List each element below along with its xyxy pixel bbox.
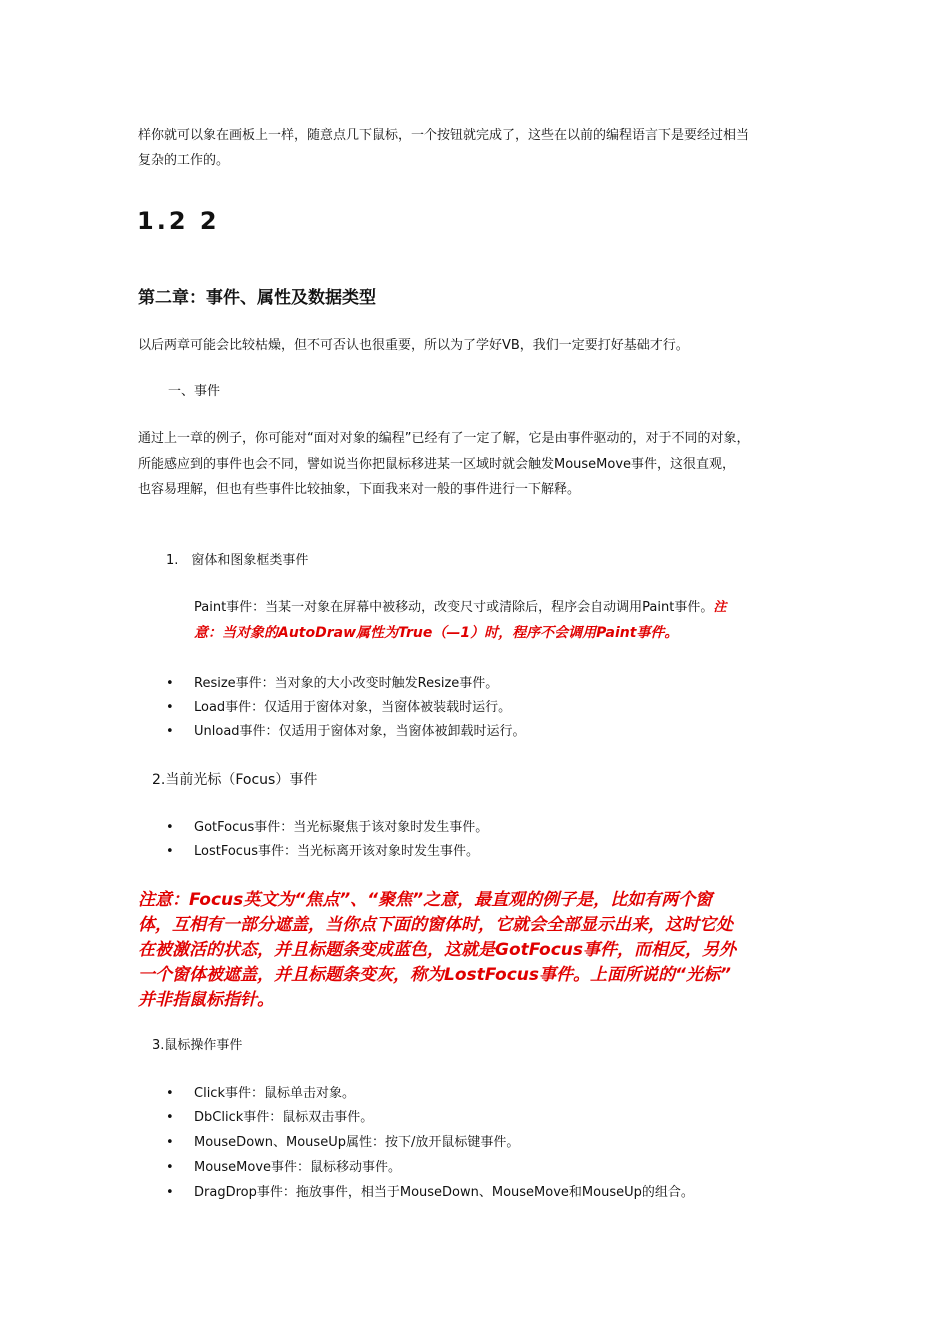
list-item-text: DragDrop事件：拖放事件，相当于MouseDown、MouseMove和MouseUp的组合。: [194, 1185, 694, 1200]
list-item-text: Unload事件：仅适用于窗体对象，当窗体被卸载时运行。: [194, 724, 526, 739]
events-para-line-1: 通过上一章的例子，你可能对“面对对象的编程”已经有了一定了解，它是由事件驱动的，对于不同的对象，: [138, 431, 750, 446]
list-item-text: Load事件：仅适用于窗体对象，当窗体被装载时运行。: [194, 700, 512, 715]
list-item-text: Resize事件：当对象的大小改变时触发Resize事件。: [194, 676, 499, 691]
events-para-line-3: 也容易理解，但也有些事件比较抽象，下面我来对一般的事件进行一下解释。: [138, 482, 581, 497]
focus-note-line-3: 在被激活的状态，并且标题条变成蓝色，这就是GotFocus事件，而相反，另外: [138, 940, 737, 960]
focus-note-line-2: 体，互相有一部分遮盖，当你点下面的窗体时，它就会全部显示出来，这时它处: [138, 915, 733, 935]
bullet-icon: •: [166, 1110, 174, 1125]
focus-note-line-5: 并非指鼠标指针。: [138, 990, 274, 1010]
bullet-icon: •: [166, 820, 174, 835]
bullet-icon: •: [166, 1086, 174, 1101]
subsection-focus-events-title: 2.当前光标（Focus）事件: [152, 772, 318, 788]
bullet-icon: •: [166, 676, 174, 691]
paint-note-start: 注: [713, 600, 727, 615]
list-item-text: MouseDown、MouseUp属性：按下/放开鼠标键事件。: [194, 1135, 520, 1150]
focus-note: [138, 888, 828, 1013]
section-number-heading: 1.2 2: [137, 207, 220, 235]
bullet-icon: •: [166, 844, 174, 859]
bullet-icon: •: [166, 1185, 174, 1200]
list-item-text: DbClick事件：鼠标双击事件。: [194, 1110, 374, 1125]
paint-event-item: [194, 598, 726, 618]
intro-line-1: 样你就可以象在画板上一样，随意点几下鼠标，一个按钮就完成了，这些在以前的编程语言下是要经过相当: [138, 128, 750, 143]
preface-paragraph: 以后两章可能会比较枯燥，但不可否认也很重要，所以为了学好VB，我们一定要打好基础才行。: [138, 338, 689, 353]
bullet-icon: •: [166, 724, 174, 739]
list-item-text: LostFocus事件：当光标离开该对象时发生事件。: [194, 844, 479, 859]
focus-note-line-1: 注意：Focus英文为“焦点”、“聚焦”之意，最直观的例子是，比如有两个窗: [138, 890, 713, 910]
bullet-icon: •: [166, 700, 174, 715]
intro-line-2: 复杂的工作的。: [138, 153, 230, 168]
bullet-icon: •: [166, 1135, 174, 1150]
list-item-text: GotFocus事件：当光标聚焦于该对象时发生事件。: [194, 820, 489, 835]
list-item-text: MouseMove事件：鼠标移动事件。: [194, 1160, 402, 1175]
section-events-title: 一、事件: [168, 384, 221, 399]
paint-event-text: Paint事件：当某一对象在屏幕中被移动，改变尺寸或清除后，程序会自动调用Paint事件。: [194, 600, 714, 615]
list-item-text: Click事件：鼠标单击对象。: [194, 1086, 355, 1101]
chapter-title: 第二章：事件、属性及数据类型: [138, 288, 376, 308]
events-para-line-2: 所能感应到的事件也会不同，譬如说当你把鼠标移进某一区域时就会触发MouseMove事件，这很直观，: [138, 457, 736, 472]
paint-note-line-2: 意：当对象的AutoDraw属性为True（—1）时，程序不会调用Paint事件。: [194, 625, 679, 641]
subsection-mouse-events-title: 3.鼠标操作事件: [152, 1038, 243, 1053]
focus-note-line-4: 一个窗体被遮盖，并且标题条变灰，称为LostFocus事件。上面所说的“光标”: [138, 965, 731, 985]
bullet-icon: •: [166, 1160, 174, 1175]
subsection-form-events-title: 1. 窗体和图象框类事件: [166, 553, 309, 568]
